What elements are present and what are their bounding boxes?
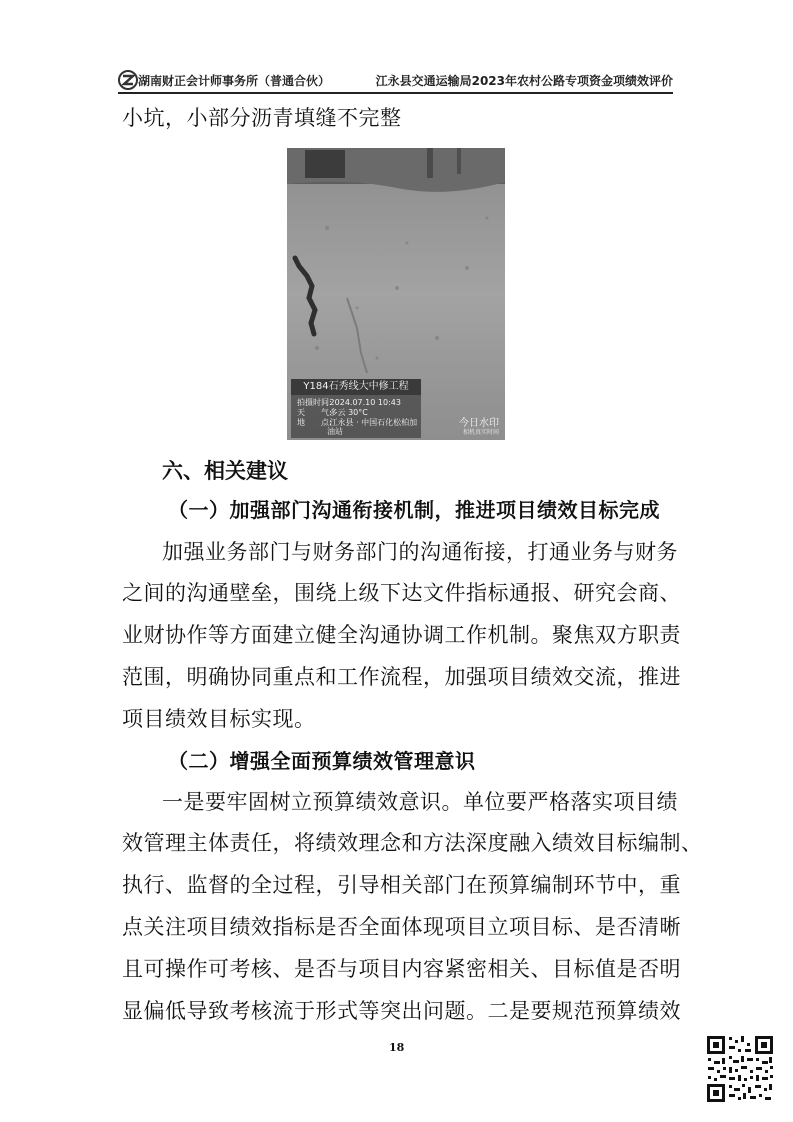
paragraph-1-line: 范围，明确协同重点和工作流程，加强项目绩效交流，推进 (122, 665, 681, 689)
firm-logo-icon (118, 70, 138, 90)
stamp-weather-value: 多云 30°C (329, 408, 368, 417)
paragraph-2-line: 点关注项目绩效指标是否全面体现项目立项目标、是否清晰 (122, 915, 681, 939)
stamp-location-value-cont: 油站 (327, 427, 343, 436)
paragraph-1-line: 项目绩效目标实现。 (122, 707, 316, 731)
stamp-weather-label: 天 气: (297, 408, 332, 417)
stamp-time-label: 拍摄时间: (297, 398, 332, 407)
paragraph-1-line: 业财协作等方面建立健全沟通协调工作机制。聚焦双方职责 (122, 623, 681, 647)
paragraph-2-line: 执行、监督的全过程，引导相关部门在预算编制环节中，重 (122, 873, 681, 897)
page-header (118, 70, 673, 94)
subsection-heading-1: （一）加强部门沟通衔接机制，推进项目绩效目标完成 (168, 498, 660, 522)
stamp-location-row (297, 418, 417, 428)
paragraph-2-line: 显偏低导致考核流于形式等突出问题。二是要规范预算绩效 (122, 999, 681, 1023)
report-title: 江永县交通运输局2023年农村公路专项资金项绩效评价 (375, 74, 673, 88)
paragraph-2-line: 且可操作可考核、是否与项目内容紧密相关、目标值是否明 (122, 957, 681, 981)
road-photo (287, 148, 505, 440)
page-number: 18 (389, 1041, 405, 1054)
section-heading: 六、相关建议 (162, 459, 288, 483)
stamp-title: Y184石秀线大中修工程 (291, 379, 421, 395)
watermark-app-logo-sub: 相机真实时间 (462, 429, 499, 436)
firm-name: 湖南财正会计师事务所（普通合伙） (138, 74, 331, 88)
photo-watermark-stamp (291, 379, 421, 438)
paragraph-2-line: 一是要牢固树立预算绩效意识。单位要严格落实项目绩 (162, 790, 678, 814)
stamp-location-value: 江永县 · 中国石化松柏加 (329, 418, 418, 427)
paragraph-2-line: 效管理主体责任，将绩效理念和方法深度融入绩效目标编制、 (122, 831, 703, 855)
watermark-app-logo: 今日水印 (459, 418, 499, 429)
stamp-location-label: 地 点: (297, 418, 332, 427)
stamp-time-value: 2024.07.10 10:43 (329, 398, 401, 407)
stamp-time-row (297, 398, 401, 408)
paragraph-1-line: 加强业务部门与财务部门的沟通衔接，打通业务与财务 (162, 540, 678, 564)
paragraph-1-line: 之间的沟通壁垒，围绕上级下达文件指标通报、研究会商、 (122, 581, 681, 605)
qr-code-icon (705, 1034, 775, 1104)
intro-line: 小坑，小部分沥青填缝不完整 (122, 106, 402, 130)
subsection-heading-2: （二）增强全面预算绩效管理意识 (168, 749, 476, 773)
stamp-weather-row (297, 408, 368, 418)
